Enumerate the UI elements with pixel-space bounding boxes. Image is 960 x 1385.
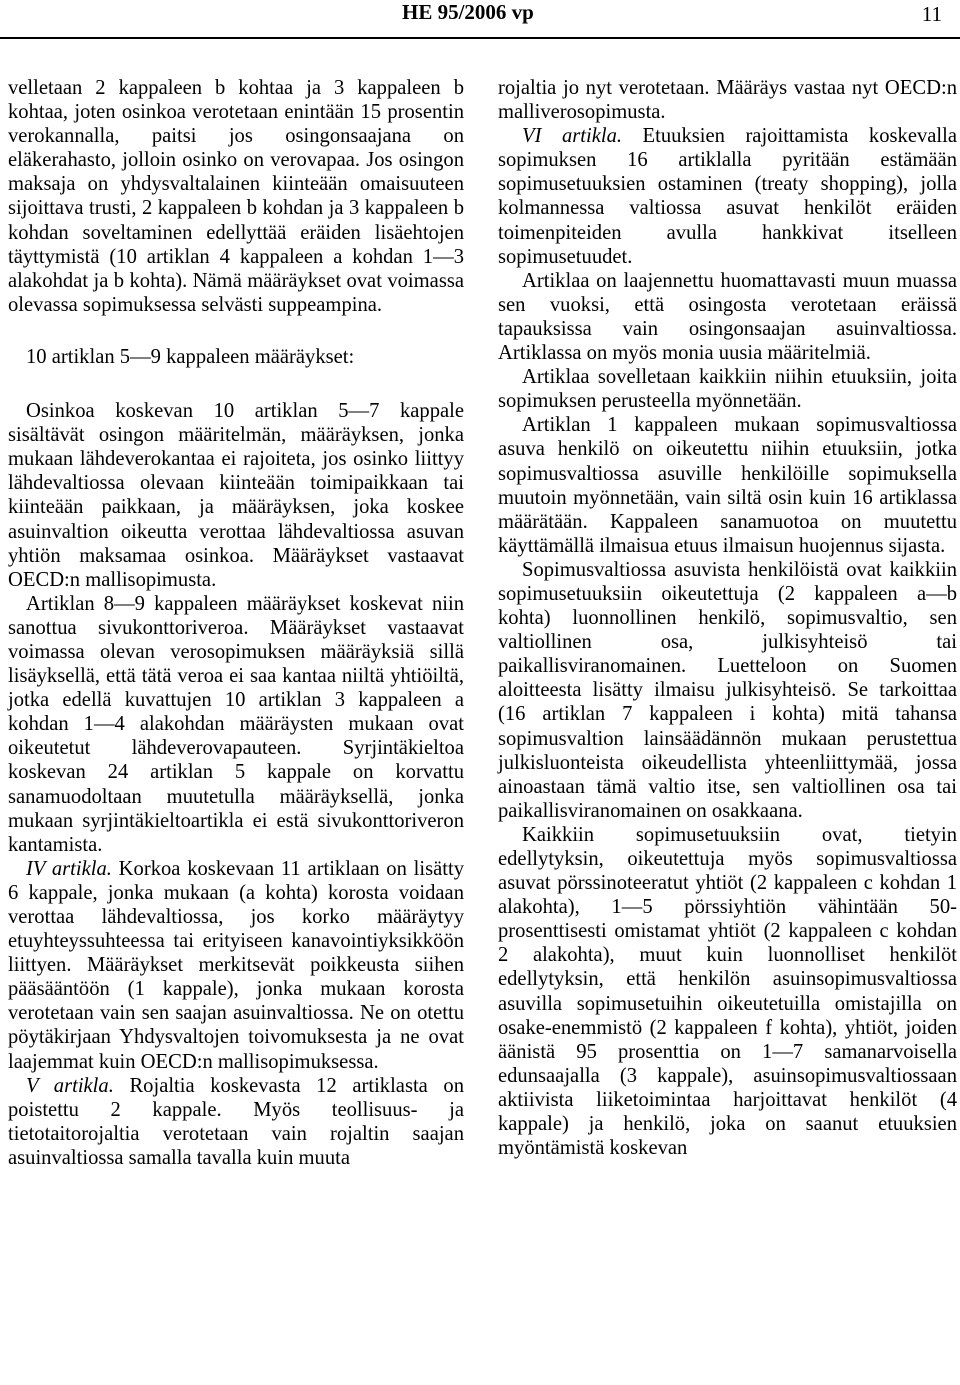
paragraph: Artiklaa sovelletaan kaikkiin niihin etuuksiin, joita sopimuksen perusteella myönnetään.: [498, 366, 957, 413]
page-number: 11: [921, 2, 942, 26]
paragraph: velletaan 2 kappaleen b kohtaa ja 3 kappaleen b kohtaa, joten osinkoa verotetaan enintään 15 prosentin verokannalla, paitsi jos osingonsaajana on eläkerahasto, jolloin osinko on verovapaa. Jos osingon maksaja on yhdysvaltalainen kiinteään omaisuuteen sijoittava trusti, 2 kappaleen b kohdan ja 3 kappaleen b kohdan soveltaminen edellyttää eräiden lisäehtojen täyttymistä (10 artiklan 4 kappaleen a kohdan 1—3 alakohdat ja b kohta). Nämä määräykset ovat voimassa olevassa sopimuksessa selvästi suppeampina.: [8, 77, 464, 316]
paragraph: Artiklaa on laajennettu huomattavasti muun muassa sen vuoksi, että osingosta verotetaan eräissä tapauksissa vain osingonsaajan asuinvaltiossa. Artiklassa on myös monia uusia määritelmiä.: [498, 269, 957, 365]
paragraph: rojaltia jo nyt verotetaan. Määräys vastaa nyt OECD:n malliverosopimusta.: [498, 77, 957, 124]
paragraph: Sopimusvaltiossa asuvista henkilöistä ovat kaikkiin sopimusetuuksiin oikeutettuja (2 kappaleen a—b kohta) luonnollinen henkilö, sopimusvaltio, sen valtiollinen osa, julkisyhteisö tai paikallisviranomainen. Luetteloon on Suomen aloitteesta lisätty ilmaisu julkisyhteisö. Se tarkoittaa (16 artiklan 7 kappaleen i kohta) mitä tahansa sopimusvaltion lainsäädännön mukaan perustettua julkisluonteista oikeudellista yhteenliittymää, jossa ainoastaan tämä valtio itse, sen valtiollinen osa tai paikallisviranomainen on osakkaana.: [498, 558, 957, 822]
header-divider: [0, 37, 960, 39]
paragraph-text: Rojaltia koskevasta 12 artiklasta on poistettu 2 kappale. Myös teollisuus- ja tietotaitorojaltia verotetaan vain rojaltin saajan asuinvaltiossa samalla tavalla kuin muuta: [8, 1074, 464, 1169]
paragraph: [8, 857, 464, 1074]
paragraph: [8, 1074, 464, 1170]
paragraph: Osinkoa koskevan 10 artiklan 5—7 kappale sisältävät osingon määritelmän, määräyksen, jonka mukaan lähdeverokantaa ei rajoiteta, jos osinko liittyy lähdevaltiossa olevaan kiinteään toimipaikkaan tai kiinteään paikkaan, ja määräyksen, joka koskee asuinvaltion oikeutta verottaa lähdevaltiossa asuvan yhtiön maksamaa osinkoa. Määräykset vastaavat OECD:n mallisopimusta.: [8, 400, 464, 591]
paragraph: Kaikkiin sopimusetuuksiin ovat, tietyin edellytyksin, oikeutettuja myös sopimusvaltiossa asuvat pörssinoteeratut yhtiöt (2 kappaleen c kohdan 1 alakohta), 1—5 pörssiyhtiön vähintään 50-prosenttisesti omistamat yhtiöt (2 kappaleen c kohdan 2 alakohta), muut kuin luonnolliset henkilöt edellytyksin, että henkilön asuinsopimusvaltiossa asuvilla sopimusetuihin oikeutetuilla omistajilla on osake-enemmistö (2 kappaleen f kohta), yhtiöt, joiden äänistä 95 prosenttia on 1—7 samanarvoisella edunsaajalla (3 kappale), asuinsopimusvaltiossaan aktiivista liiketoimintaa harjoittavat henkilöt (4 kappale) ja henkilö, joka on saanut etuuksien myöntämistä koskevan: [498, 823, 957, 1160]
section-heading: 10 artiklan 5—9 kappaleen määräykset:: [26, 345, 355, 368]
article-label: V artikla.: [26, 1074, 114, 1097]
paragraph: [498, 124, 957, 269]
article-label: IV artikla.: [26, 857, 112, 880]
left-column: [8, 76, 464, 1170]
paragraph-text: Etuuksien rajoittamista koskevalla sopimuksen 16 artiklalla pyritään estämään sopimusetuuksien ostaminen (treaty shopping), jolla kolmannessa valtiossa asuvat henkilöt eräiden toimenpiteiden avulla hankkivat itselleen sopimusetuudet.: [498, 125, 957, 268]
paragraph-text: Korkoa koskevaan 11 artiklaan on lisätty 6 kappale, jonka mukaan (a kohta) korosta voidaan verottaa lähdevaltiossa, jos korko määräytyy etuyhteyssuhteessa tai erityiseen kanavointiyksikköön liittyen. Määräykset merkitsevät poikkeusta siihen pääsääntöön (1 kappale), jonka mukaan korosta verotetaan vain sen saajan asuinvaltiossa. Ne on otettu pöytäkirjaan Yhdysvaltojen toivomuksesta ja ne ovat laajemmat kuin OECD:n mallisopimuksessa.: [8, 857, 465, 1073]
right-column: [498, 76, 957, 1160]
article-label: VI artikla.: [522, 125, 623, 148]
paragraph: Artiklan 1 kappaleen mukaan sopimusvaltiossa asuva henkilö on oikeutettu niihin etuuksiin, jotka sopimusvaltiossa asuville henkilöille sopimuksella muutoin myönnetään, vain siltä osin kuin 16 artiklassa määrätään. Kappaleen sanamuotoa on muutettu käyttämällä ilmaisua etuus ilmaisun huojennus sijasta.: [498, 414, 957, 557]
page-header: [0, 0, 960, 40]
paragraph: Artiklan 8—9 kappaleen määräykset koskevat niin sanottua sivukonttoriveroa. Määräykset vastaavat voimassa olevan verosopimuksen määräyksiä sillä lisäyksellä, että tätä veroa ei saa kantaa niiltä yhtiöiltä, jotka edellä kuvattujen 10 artiklan 3 kappaleen a kohdan 1—4 alakohdan määräysten mukaan ovat oikeutetut lähdeverovapauteen. Syrjintäkieltoa koskevan 24 artiklan 5 kappale on korvattu sanamuodoltaan muutetulla määräyksellä, jonka mukaan syrjintäkieltoartikla ei estä sivukonttoriveron kantamista.: [8, 592, 464, 856]
document-id: HE 95/2006 vp: [402, 0, 534, 24]
